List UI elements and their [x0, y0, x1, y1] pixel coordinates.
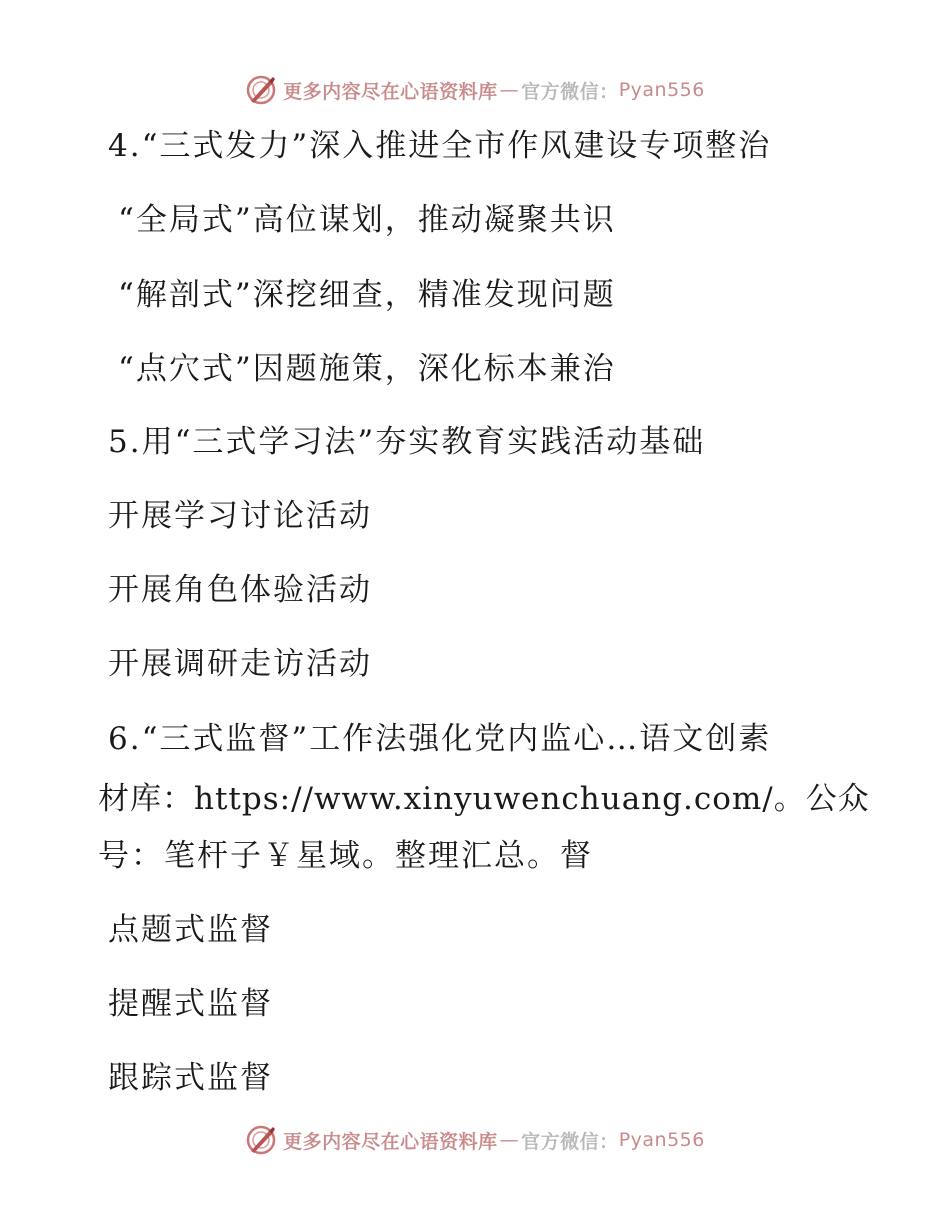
pen-logo-icon	[245, 1124, 277, 1156]
footer-banner	[0, 1120, 950, 1160]
section5-heading: 5.用“三式学习法”夯实教育实践活动基础	[108, 424, 706, 460]
banner-wechat-id: Pyan556	[618, 1129, 705, 1151]
section4-item-2: “解剖式”深挖细查，精准发现问题	[118, 277, 616, 313]
section4-item-1: “全局式”高位谋划，推动凝聚共识	[118, 202, 616, 238]
section6-item-2: 提醒式监督	[108, 986, 273, 1022]
section4-item-3: “点穴式”因题施策，深化标本兼治	[118, 351, 616, 387]
banner-brand-text: 更多内容尽在心语资料库	[283, 80, 498, 103]
section6-heading-line-2: 材库：https://www.xinyuwenchuang.com/。公众	[98, 781, 870, 817]
header-banner	[0, 70, 950, 110]
banner-wechat-id: Pyan556	[618, 79, 705, 101]
section5-item-3: 开展调研走访活动	[108, 646, 372, 682]
section6-item-3: 跟踪式监督	[108, 1060, 273, 1096]
section6-heading-line-3: 号：笔杆子￥星域。整理汇总。督	[98, 838, 593, 874]
section4-heading: 4.“三式发力”深入推进全市作风建设专项整治	[108, 128, 772, 164]
banner-dash: —	[499, 79, 520, 101]
section5-item-2: 开展角色体验活动	[108, 572, 372, 608]
banner-wechat-label: 官方微信：	[521, 80, 619, 103]
section6-heading-line-1: 6.“三式监督”工作法强化党内监心…语文创素	[108, 721, 772, 757]
section5-item-1: 开展学习讨论活动	[108, 498, 372, 534]
pen-logo-icon	[245, 74, 277, 106]
banner-brand-text: 更多内容尽在心语资料库	[283, 1130, 498, 1153]
section6-item-1: 点题式监督	[108, 912, 273, 948]
banner-wechat-label: 官方微信：	[521, 1130, 619, 1153]
banner-dash: —	[499, 1129, 520, 1151]
